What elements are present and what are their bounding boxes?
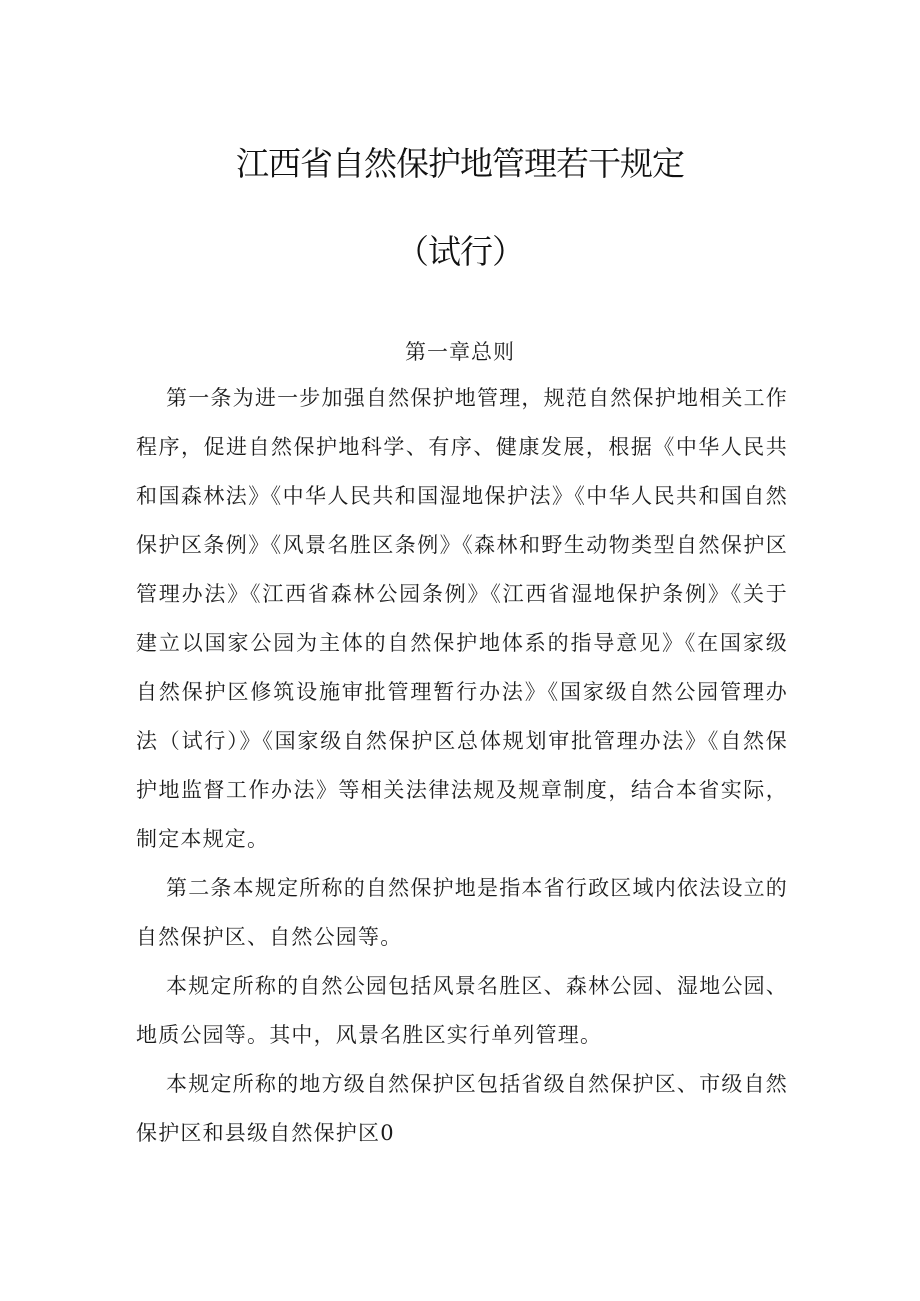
paragraph-local-reserves: 本规定所称的地方级自然保护区包括省级自然保护区、市级自然保护区和县级自然保护区0 (136, 1072, 788, 1145)
document-body (136, 374, 788, 1158)
document-title: 江西省自然保护地管理若干规定 (236, 144, 684, 183)
paragraph-article-2: 第二条本规定所称的自然保护地是指本省行政区域内依法设立的自然保护区、自然公园等。 (136, 876, 788, 949)
chapter-heading: 第一章总则 (405, 340, 515, 364)
paragraph-article-1: 第一条为进一步加强自然保护地管理，规范自然保护地相关工作程序，促进自然保护地科学、有序、健康发展，根据《中华人民共和国森林法》《中华人民共和国湿地保护法》《中华人民共和国自然保护区条例》《风景名胜区条例》《森林和野生动物类型自然保护区管理办法》《江西省森林公园条例》《江西省湿地保护条例》《关于建立以国家公园为主体的自然保护地体系的指导意见》《在国家级自然保护区修筑设施审批管理暂行办法》《国家级自然公园管理办法（试行）》《国家级自然保护区总体规划审批管理办法》《自然保护地监督工作办法》等相关法律法规及规章制度，结合本省实际，制定本规定。 (136, 386, 788, 851)
paragraph-natural-parks: 本规定所称的自然公园包括风景名胜区、森林公园、湿地公园、地质公园等。其中，风景名胜区实行单列管理。 (136, 974, 788, 1047)
document-subtitle: （试行） (396, 232, 524, 271)
